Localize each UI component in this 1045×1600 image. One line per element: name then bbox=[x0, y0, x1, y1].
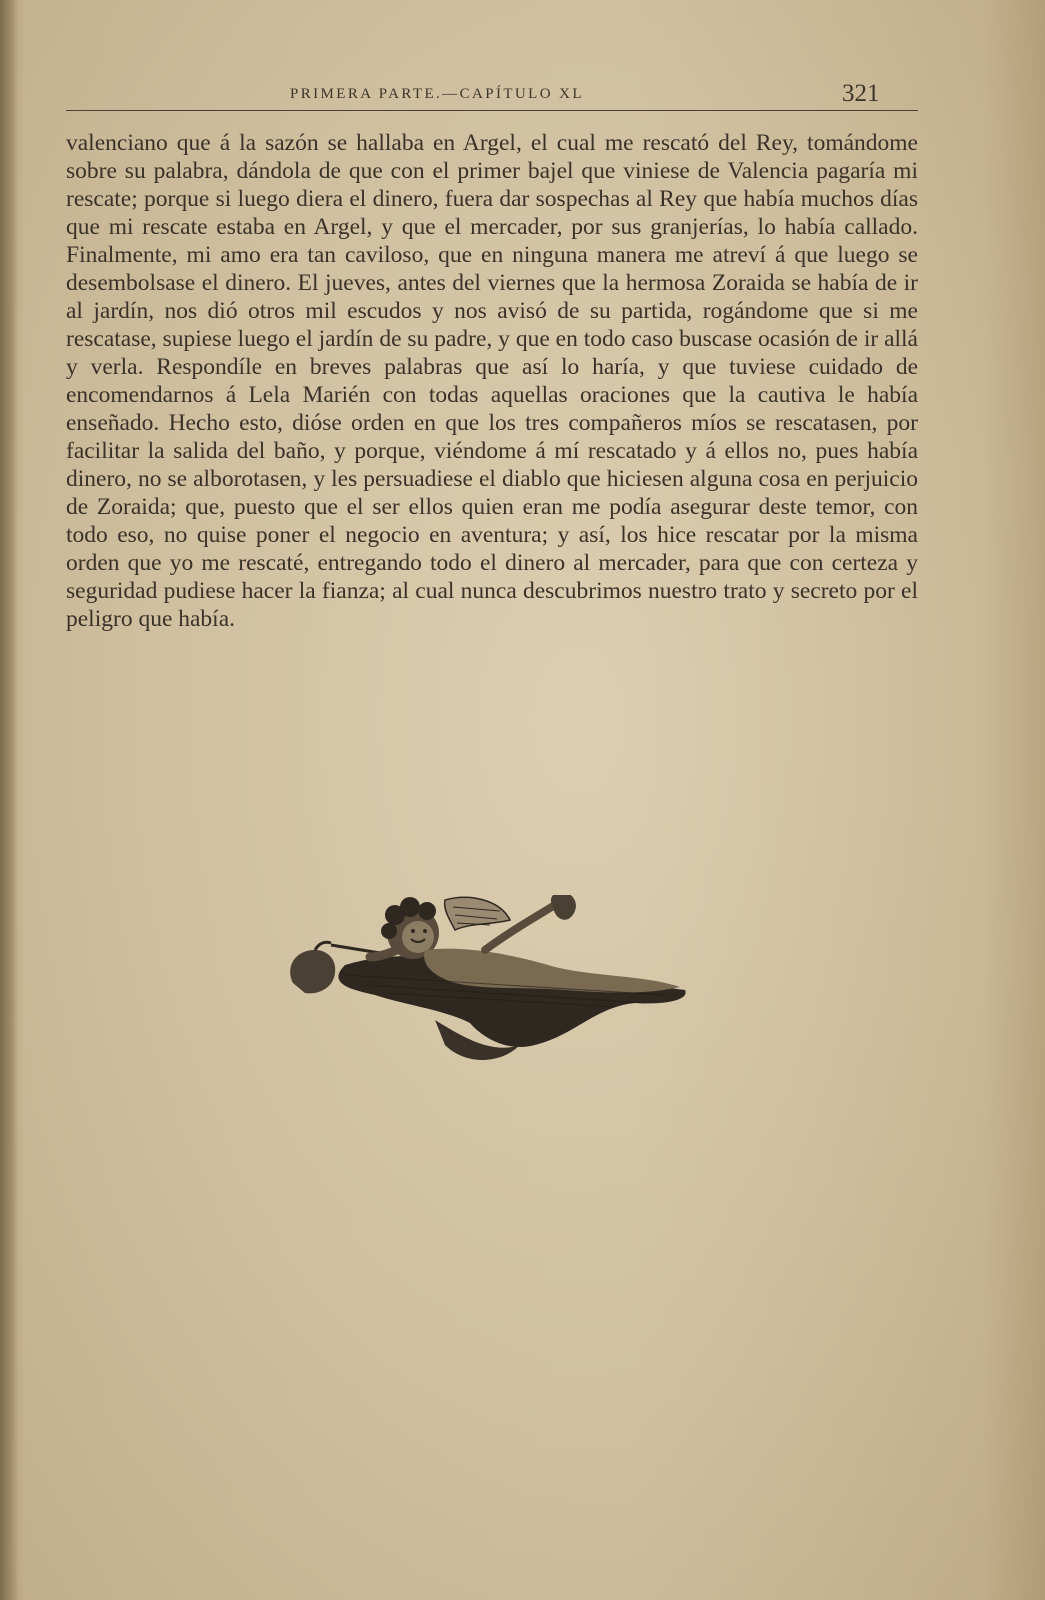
header-rule bbox=[66, 110, 918, 111]
body-paragraph: valenciano que á la sazón se hallaba en Argel, el cual me rescató del Rey, tomándome sobre su palabra, dándola de que con el primer bajel que viniese de Valencia pagaría mi rescate; porque si luego diera el dinero, fuera dar sospechas al Rey que había muchos días que mi rescate estaba en Argel, y que el mercader, por sus granjerías, lo había callado. Finalmente, mi amo era tan caviloso, que en ninguna manera me atreví á que luego se desembolsase el dinero. El jueves, antes del viernes que la hermosa Zoraida se había de ir al jardín, nos dió otros mil escudos y nos avisó de su partida, rogándome que si me rescatase, supiese luego el jardín de su padre, y que en todo caso buscase ocasión de ir allá y verla. Respondíle en breves palabras que así lo haría, y que tuviese cuidado de encomendarnos á Lela Marién con todas aquellas oraciones que la cautiva le había enseñado. Hecho esto, dióse orden en que los tres compañeros míos se rescatasen, por facilitar la salida del baño, y porque, viéndome á mí rescatado y á ellos no, pues había dinero, no se alborotasen, y les persuadiese el diablo que hiciesen alguna cosa en perjuicio de Zoraida; que, puesto que el ser ellos quien eran me podía asegurar deste temor, con todo eso, no quise poner el negocio en aventura; y así, los hice rescatar por la misma orden que yo me rescaté, entregando todo el dinero al mercader, para que con certeza y seguridad pudiese hacer la fianza; al cual nunca descubrimos nuestro trato y secreto por el peligro que había. bbox=[66, 130, 918, 632]
page-binding-edge bbox=[0, 0, 18, 1600]
running-title: PRIMERA PARTE.—CAPÍTULO XL bbox=[290, 86, 584, 102]
flying-cherub-with-money-bags-icon bbox=[285, 895, 705, 1070]
page-number: 321 bbox=[842, 80, 880, 107]
